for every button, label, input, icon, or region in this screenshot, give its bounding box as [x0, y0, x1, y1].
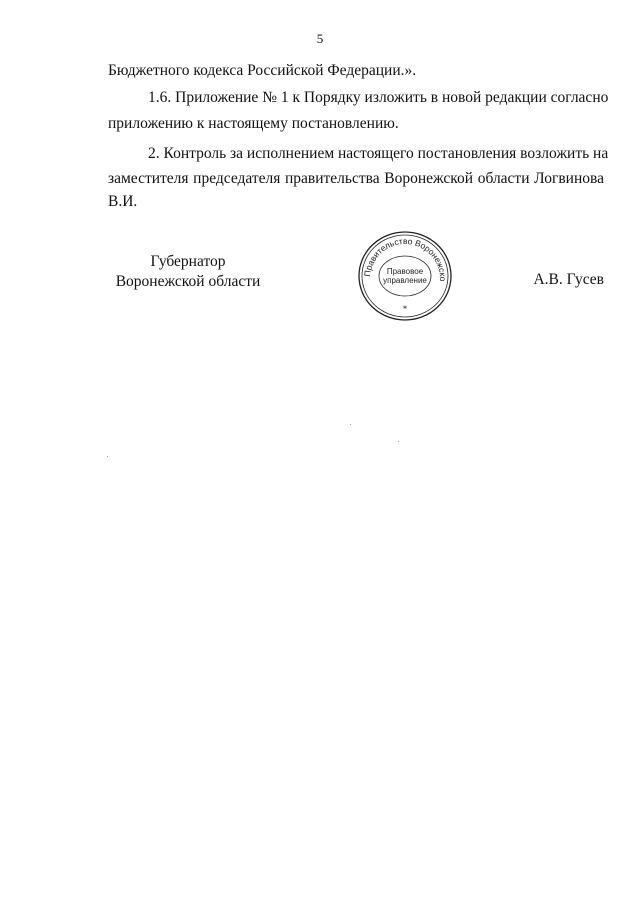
official-stamp	[356, 229, 454, 323]
scan-speck	[398, 441, 399, 442]
stamp-ring-text: Правительство Воронежско	[362, 235, 449, 282]
paragraph-2-line-1: 2. Контроль за исполнением настоящего постановления возложить на	[148, 145, 609, 162]
stamp-star: *	[402, 304, 408, 314]
paragraph-2-line-2: заместителя председателя правительства Воронежской области Логвинова	[108, 170, 604, 187]
stamp-center-line-1: Правовое	[386, 267, 424, 276]
page-number: 5	[316, 31, 324, 46]
paragraph-1-6-line-2: приложению к настоящему постановлению.	[108, 115, 399, 132]
signer-position-line-2: Воронежской области	[115, 273, 261, 290]
scan-speck	[350, 424, 351, 425]
signer-position-line-1: Губернатор	[150, 253, 226, 270]
scan-speck	[107, 456, 108, 457]
signer-name: А.В. Гусев	[533, 271, 604, 288]
paragraph-1-6-line-1: 1.6. Приложение № 1 к Порядку изложить в новой редакции согласно	[148, 89, 609, 106]
paragraph-2-line-3: В.И.	[108, 193, 138, 210]
body-line-continuation: Бюджетного кодекса Российской Федерации.».	[108, 62, 417, 79]
signer-position	[108, 252, 268, 292]
stamp-center-line-2: управление	[383, 276, 427, 285]
